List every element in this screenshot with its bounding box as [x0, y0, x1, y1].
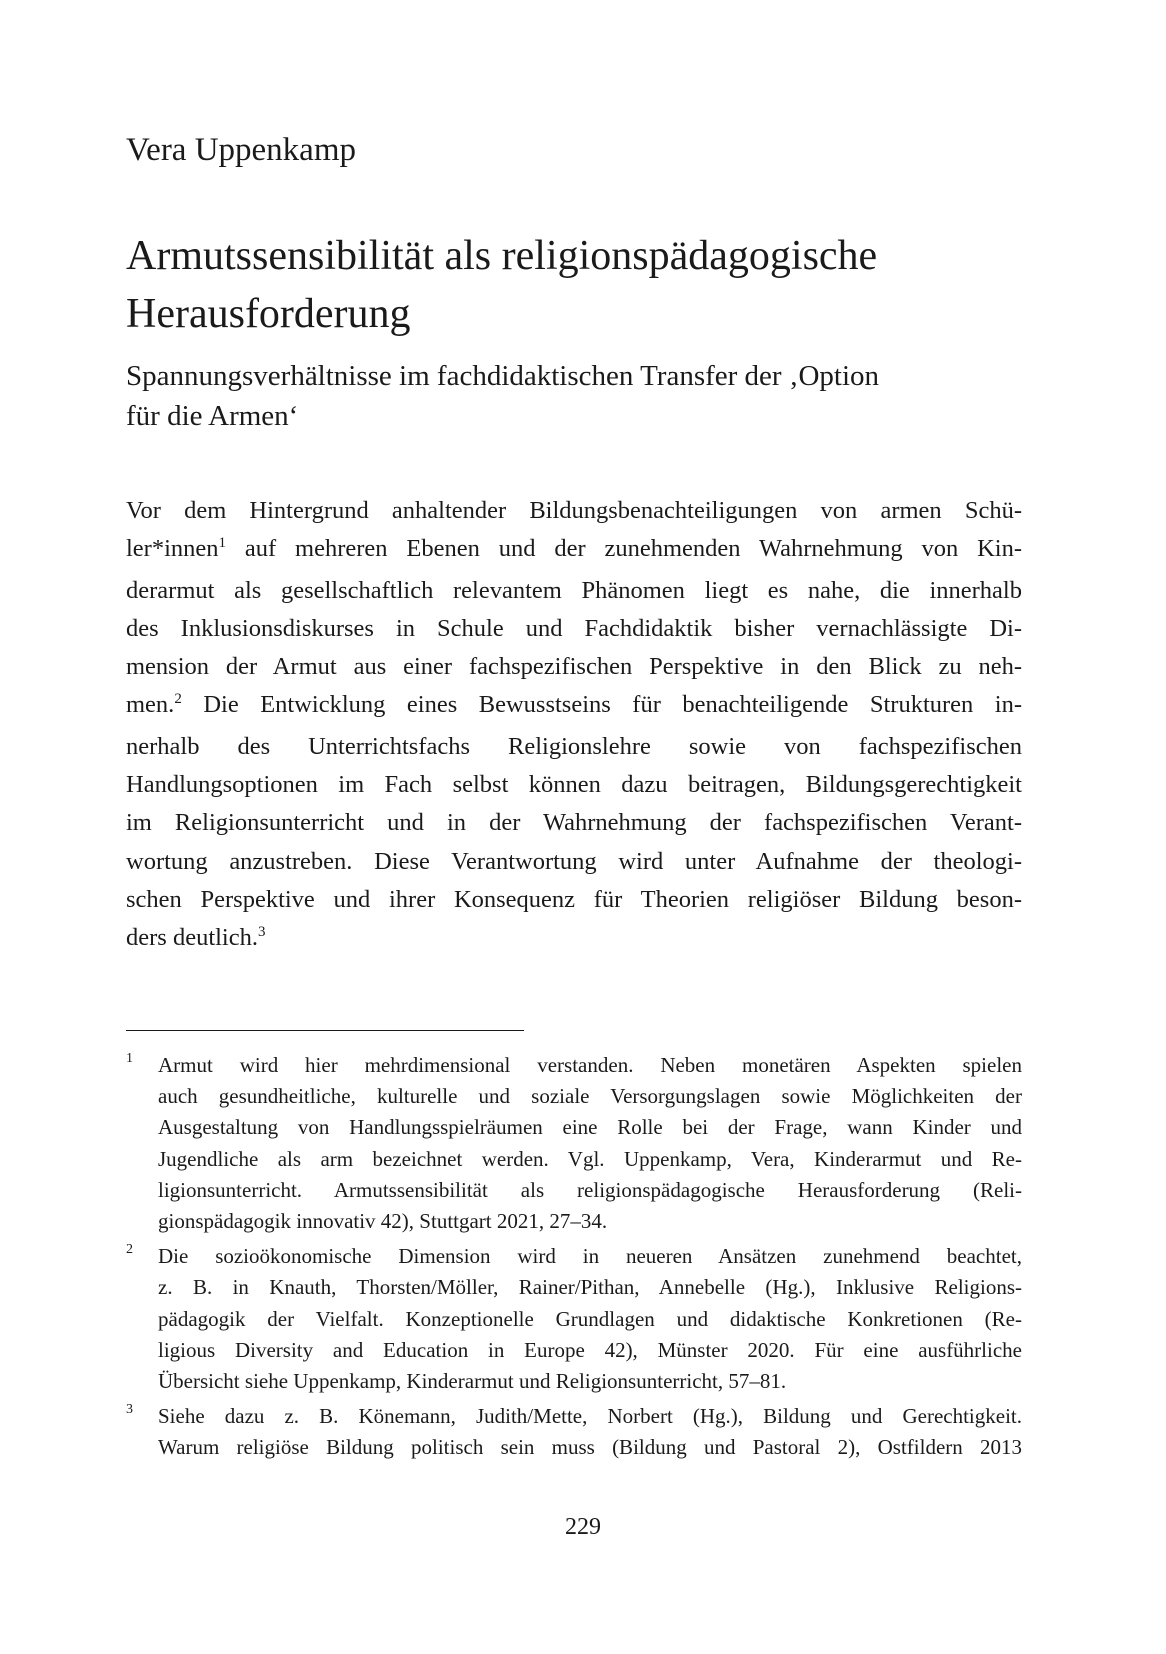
body-paragraph [126, 492, 1022, 961]
footnote-number: 3 [126, 1402, 133, 1418]
footnote-mark[interactable]: 1 [218, 535, 227, 552]
footnote-line: Die sozioökonomische Dimension wird in neueren Ansätzen zunehmend beachtet, [158, 1244, 1022, 1269]
body-line [126, 530, 1022, 571]
body-line [126, 919, 1022, 960]
body-line: wortung anzustreben. Diese Verantwortung wird unter Aufnahme der theologi- [126, 847, 1022, 875]
footnote [126, 1401, 1022, 1463]
body-line: des Inklusionsdiskurses in Schule und Fachdidaktik bisher vernachlässigte Di- [126, 614, 1022, 642]
body-line-part: auf mehreren Ebenen und der zunehmenden Wahrnehmung von Kin- [244, 535, 1022, 563]
footnote-line: gionspädagogik innovativ 42), Stuttgart 2021, 27–34. [158, 1209, 608, 1234]
title-line: Armutssensibilität als religionspädagogische [126, 233, 878, 279]
title-line: Herausforderung [126, 291, 411, 337]
footnote-line: Jugendliche als arm bezeichnet werden. Vgl. Uppenkamp, Vera, Kinderarmut und Re- [158, 1146, 1022, 1171]
footnote-line: Ausgestaltung von Handlungsspielräumen eine Rolle bei der Frage, wann Kinder und [158, 1115, 1022, 1140]
body-line: derarmut als gesellschaftlich relevantem Phänomen liegt es nahe, die innerhalb [126, 576, 1022, 604]
footnote-line: ligionsunterricht. Armutssensibilität als religionspädagogische Herausforderung (Reli- [158, 1177, 1022, 1202]
subtitle-line: für die Armen‘ [126, 400, 299, 432]
body-line-part: Die Entwicklung eines Bewusstseins für benachteiligende Strukturen in- [203, 691, 1023, 719]
footnote-separator [126, 1030, 524, 1031]
footnote [126, 1241, 1022, 1397]
body-line: Vor dem Hintergrund anhaltender Bildungsbenachteiligungen von armen Schü- [126, 497, 1022, 524]
author-name: Vera Uppenkamp [126, 132, 357, 168]
body-line: schen Perspektive und ihrer Konsequenz für Theorien religiöser Bildung beson- [126, 885, 1022, 913]
footnote-line: auch gesundheitliche, kulturelle und soziale Versorgungslagen sowie Möglichkeiten der [158, 1084, 1022, 1109]
footnote-line: pädagogik der Vielfalt. Konzeptionelle Grundlagen und didaktische Konkretionen (Re- [158, 1306, 1022, 1331]
footnote-line: Siehe dazu z. B. Könemann, Judith/Mette, Norbert (Hg.), Bildung und Gerechtigkeit. [158, 1404, 1022, 1429]
footnote-mark[interactable]: 2 [174, 691, 182, 708]
footnote [126, 1050, 1022, 1237]
footnote-number: 1 [126, 1051, 133, 1066]
body-line: nerhalb des Unterrichtsfachs Religionslehre sowie von fachspezifischen [126, 732, 1022, 760]
footnote-number: 2 [126, 1242, 133, 1258]
body-line-part: ler*innen [126, 535, 219, 563]
footnote-line: z. B. in Knauth, Thorsten/Möller, Rainer/Pithan, Annebelle (Hg.), Inklusive Religions- [158, 1275, 1022, 1300]
body-line: Handlungsoptionen im Fach selbst können dazu beitragen, Bildungsgerechtigkeit [126, 771, 1022, 799]
body-line: im Religionsunterricht und in der Wahrnehmung der fachspezifischen Verant- [126, 809, 1022, 837]
footnotes [126, 1050, 1022, 1468]
footnote-line: ligious Diversity and Education in Europe 42), Münster 2020. Für eine ausführliche [158, 1337, 1022, 1362]
footnote-line: Übersicht siehe Uppenkamp, Kinderarmut und Religionsunterricht, 57–81. [158, 1369, 787, 1394]
body-line: mension der Armut aus einer fachspezifischen Perspektive in den Blick zu neh- [126, 653, 1022, 681]
subtitle-line: Spannungsverhältnisse im fachdidaktischen Transfer der ‚Option [126, 360, 880, 392]
body-line [126, 686, 1022, 727]
body-line-part: ders deutlich. [126, 924, 258, 952]
footnote-line: Armut wird hier mehrdimensional verstanden. Neben monetären Aspekten spielen [158, 1053, 1022, 1077]
footnote-mark[interactable]: 3 [258, 924, 266, 941]
chapter-subtitle [126, 356, 1026, 436]
body-line-part: men. [126, 691, 175, 719]
footnote-line: Warum religiöse Bildung politisch sein muss (Bildung und Pastoral 2), Ostfildern 2013 [158, 1435, 1022, 1460]
chapter-title [126, 227, 1026, 343]
page-number: 229 [565, 1514, 601, 1540]
